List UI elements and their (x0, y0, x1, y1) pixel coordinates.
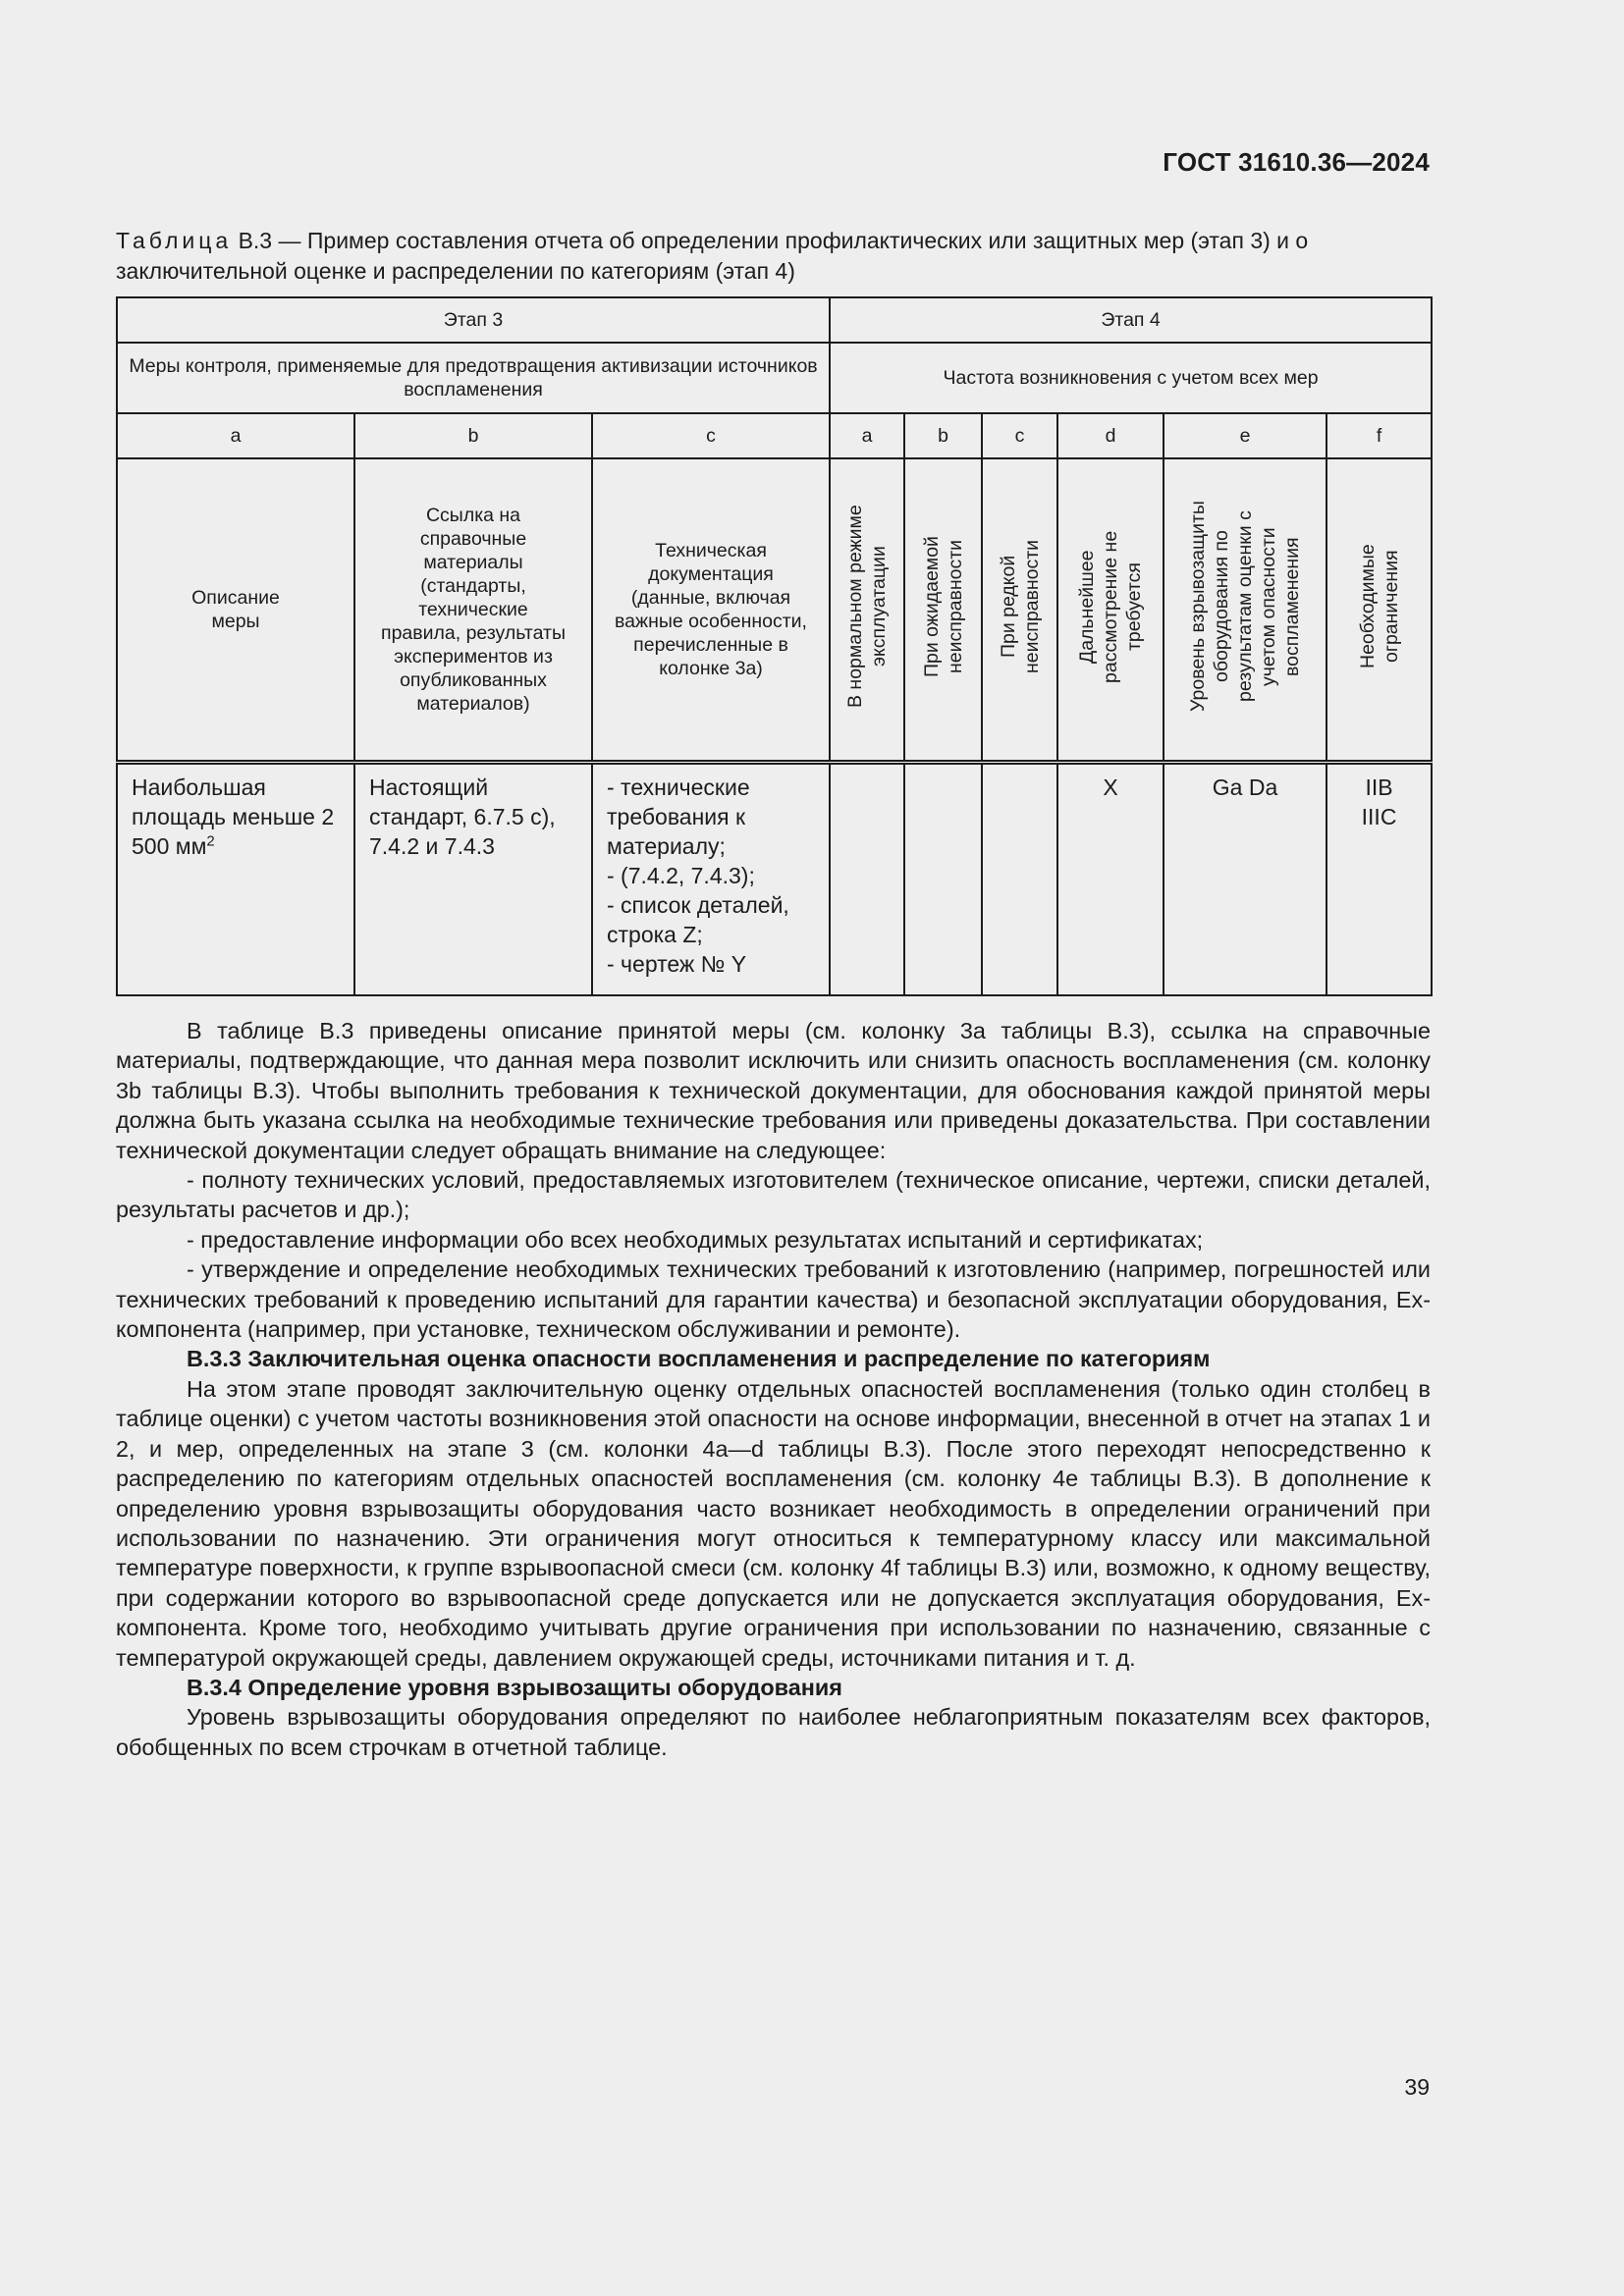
documentation-item: - технические требования к материалу; (607, 774, 750, 859)
documentation-item: - (7.4.2, 7.4.3); (607, 863, 755, 888)
column-letter: a (830, 413, 904, 458)
column-header: Описание меры (117, 458, 354, 763)
list-item: - предоставление информации обо всех необходимых результатах испытаний и сертификатах; (187, 1226, 1204, 1253)
page-number: 39 (1404, 2074, 1430, 2100)
stage-3-header: Этап 3 (117, 297, 830, 343)
body-text (116, 1016, 1431, 1762)
section-heading-b34: В.3.4 Определение уровня взрывозащиты оборудования (187, 1674, 842, 1700)
column-letter: c (982, 413, 1057, 458)
column-header: Уровень взрывозащиты оборудования по результатам оценки с учетом опасности воспламенения (1164, 458, 1326, 763)
table-caption-label: Таблица (116, 228, 233, 253)
report-table (116, 296, 1433, 996)
section-heading-b33: В.3.3 Заключительная оценка опасности воспламенения и распределение по категориям (187, 1346, 1211, 1372)
expected-fault-cell (904, 763, 982, 996)
column-header: Техническая документация (данные, включая важные особенности, перечисленные в колонке 3а) (592, 458, 830, 763)
column-letter: a (117, 413, 354, 458)
table-caption (116, 226, 1430, 287)
paragraph: Уровень взрывозащиты оборудования определяют по наиболее неблагоприятным показателям всех факторов, обобщенных по всем строчкам в отчетной таблице. (116, 1704, 1431, 1760)
list-item: - полноту технических условий, предоставляемых изготовителем (техническое описание, чертежи, списки деталей, результаты расчетов и др.); (116, 1167, 1431, 1223)
stage-4-header: Этап 4 (830, 297, 1432, 343)
column-header: Необходимые ограничения (1326, 458, 1432, 763)
column-header: При ожидаемой неисправности (904, 458, 982, 763)
column-letter: b (904, 413, 982, 458)
documentation-item: - список деталей, строка Z; (607, 892, 789, 947)
documentation-item: - чертеж № Y (607, 951, 747, 977)
limits-cell: IIB IIIC (1326, 763, 1432, 996)
measure-description-cell: Наибольшая площадь меньше 2 500 $мм^2$ (117, 763, 354, 996)
paragraph: В таблице В.3 приведены описание принятой меры (см. колонку 3а таблицы В.3), ссылка на справочные материалы, подтверждающие, что данная мера позволит исключить или снизить опасность воспламенения (см. колонку 3b таблицы В.3). Чтобы выполнить требования к технической документации, для обоснования каждой принятой меры должна быть указана ссылка на необходимые технические требования или приведены доказательства. При составлении технической документации следует обращать внимание на следующее: (116, 1018, 1431, 1163)
table-caption-text: В.3 — Пример составления отчета об определении профилактических или защитных мер (этап 3) и о заключительной оценке и распределении по категориям (этап 4) (116, 228, 1309, 284)
epl-cell: Ga Da (1164, 763, 1326, 996)
column-letter: c (592, 413, 830, 458)
column-letter: e (1164, 413, 1326, 458)
column-letter: f (1326, 413, 1432, 458)
stage-3-subheader: Меры контроля, применяемые для предотвращения активизации источников воспламенения (117, 343, 830, 413)
rare-fault-cell (982, 763, 1057, 996)
column-header: При редкой неисправности (982, 458, 1057, 763)
column-header: Ссылка на справочные материалы (стандарты, технические правила, результаты экспериментов из опубликованных материалов) (354, 458, 592, 763)
documentation-cell (592, 763, 830, 996)
column-header: В нормальном режиме эксплуатации (830, 458, 904, 763)
column-letter: d (1057, 413, 1164, 458)
column-letter: b (354, 413, 592, 458)
list-item: - утверждение и определение необходимых технических требований к изготовлению (например, погрешностей или технических требований к проведению испытаний для гарантии качества) и безопасной эксплуатации оборудования, Ex-компонента (например, при установке, техническом обслуживании и ремонте). (116, 1256, 1431, 1343)
further-consideration-cell: X (1057, 763, 1164, 996)
paragraph: На этом этапе проводят заключительную оценку отдельных опасностей воспламенения (только один столбец в таблице оценки) с учетом частоты возникновения этой опасности на основе информации, внесенной в отчет на этапах 1 и 2, и мер, определенных на этапе 3 (см. колонки 4a—d таблицы В.3). После этого переходят непосредственно к распределению по категориям отдельных опасностей воспламенения (см. колонку 4е таблицы В.3). В дополнение к определению уровня взрывозащиты оборудования часто возникает необходимость в определении ограничений при использовании по назначению. Эти ограничения могут относиться к температурному классу или максимальной температуре поверхности, к группе взрывоопасной смеси (см. колонку 4f таблицы В.3) или, возможно, к одному веществу, при содержании которого во взрывоопасной среде допускается или не допускается эксплуатация оборудования, Ex-компонента. Кроме того, необходимо учитывать другие ограничения при использовании по назначению, связанные с температурой окружающей среды, давлением окружающей среды, источниками питания и т. д. (116, 1375, 1431, 1671)
reference-cell: Настоящий стандарт, 6.7.5 c), 7.4.2 и 7.4.3 (354, 763, 592, 996)
normal-operation-cell (830, 763, 904, 996)
column-header: Дальнейшее рассмотрение не требуется (1057, 458, 1164, 763)
stage-4-subheader: Частота возникновения с учетом всех мер (830, 343, 1432, 413)
document-code: ГОСТ 31610.36—2024 (1163, 147, 1430, 177)
